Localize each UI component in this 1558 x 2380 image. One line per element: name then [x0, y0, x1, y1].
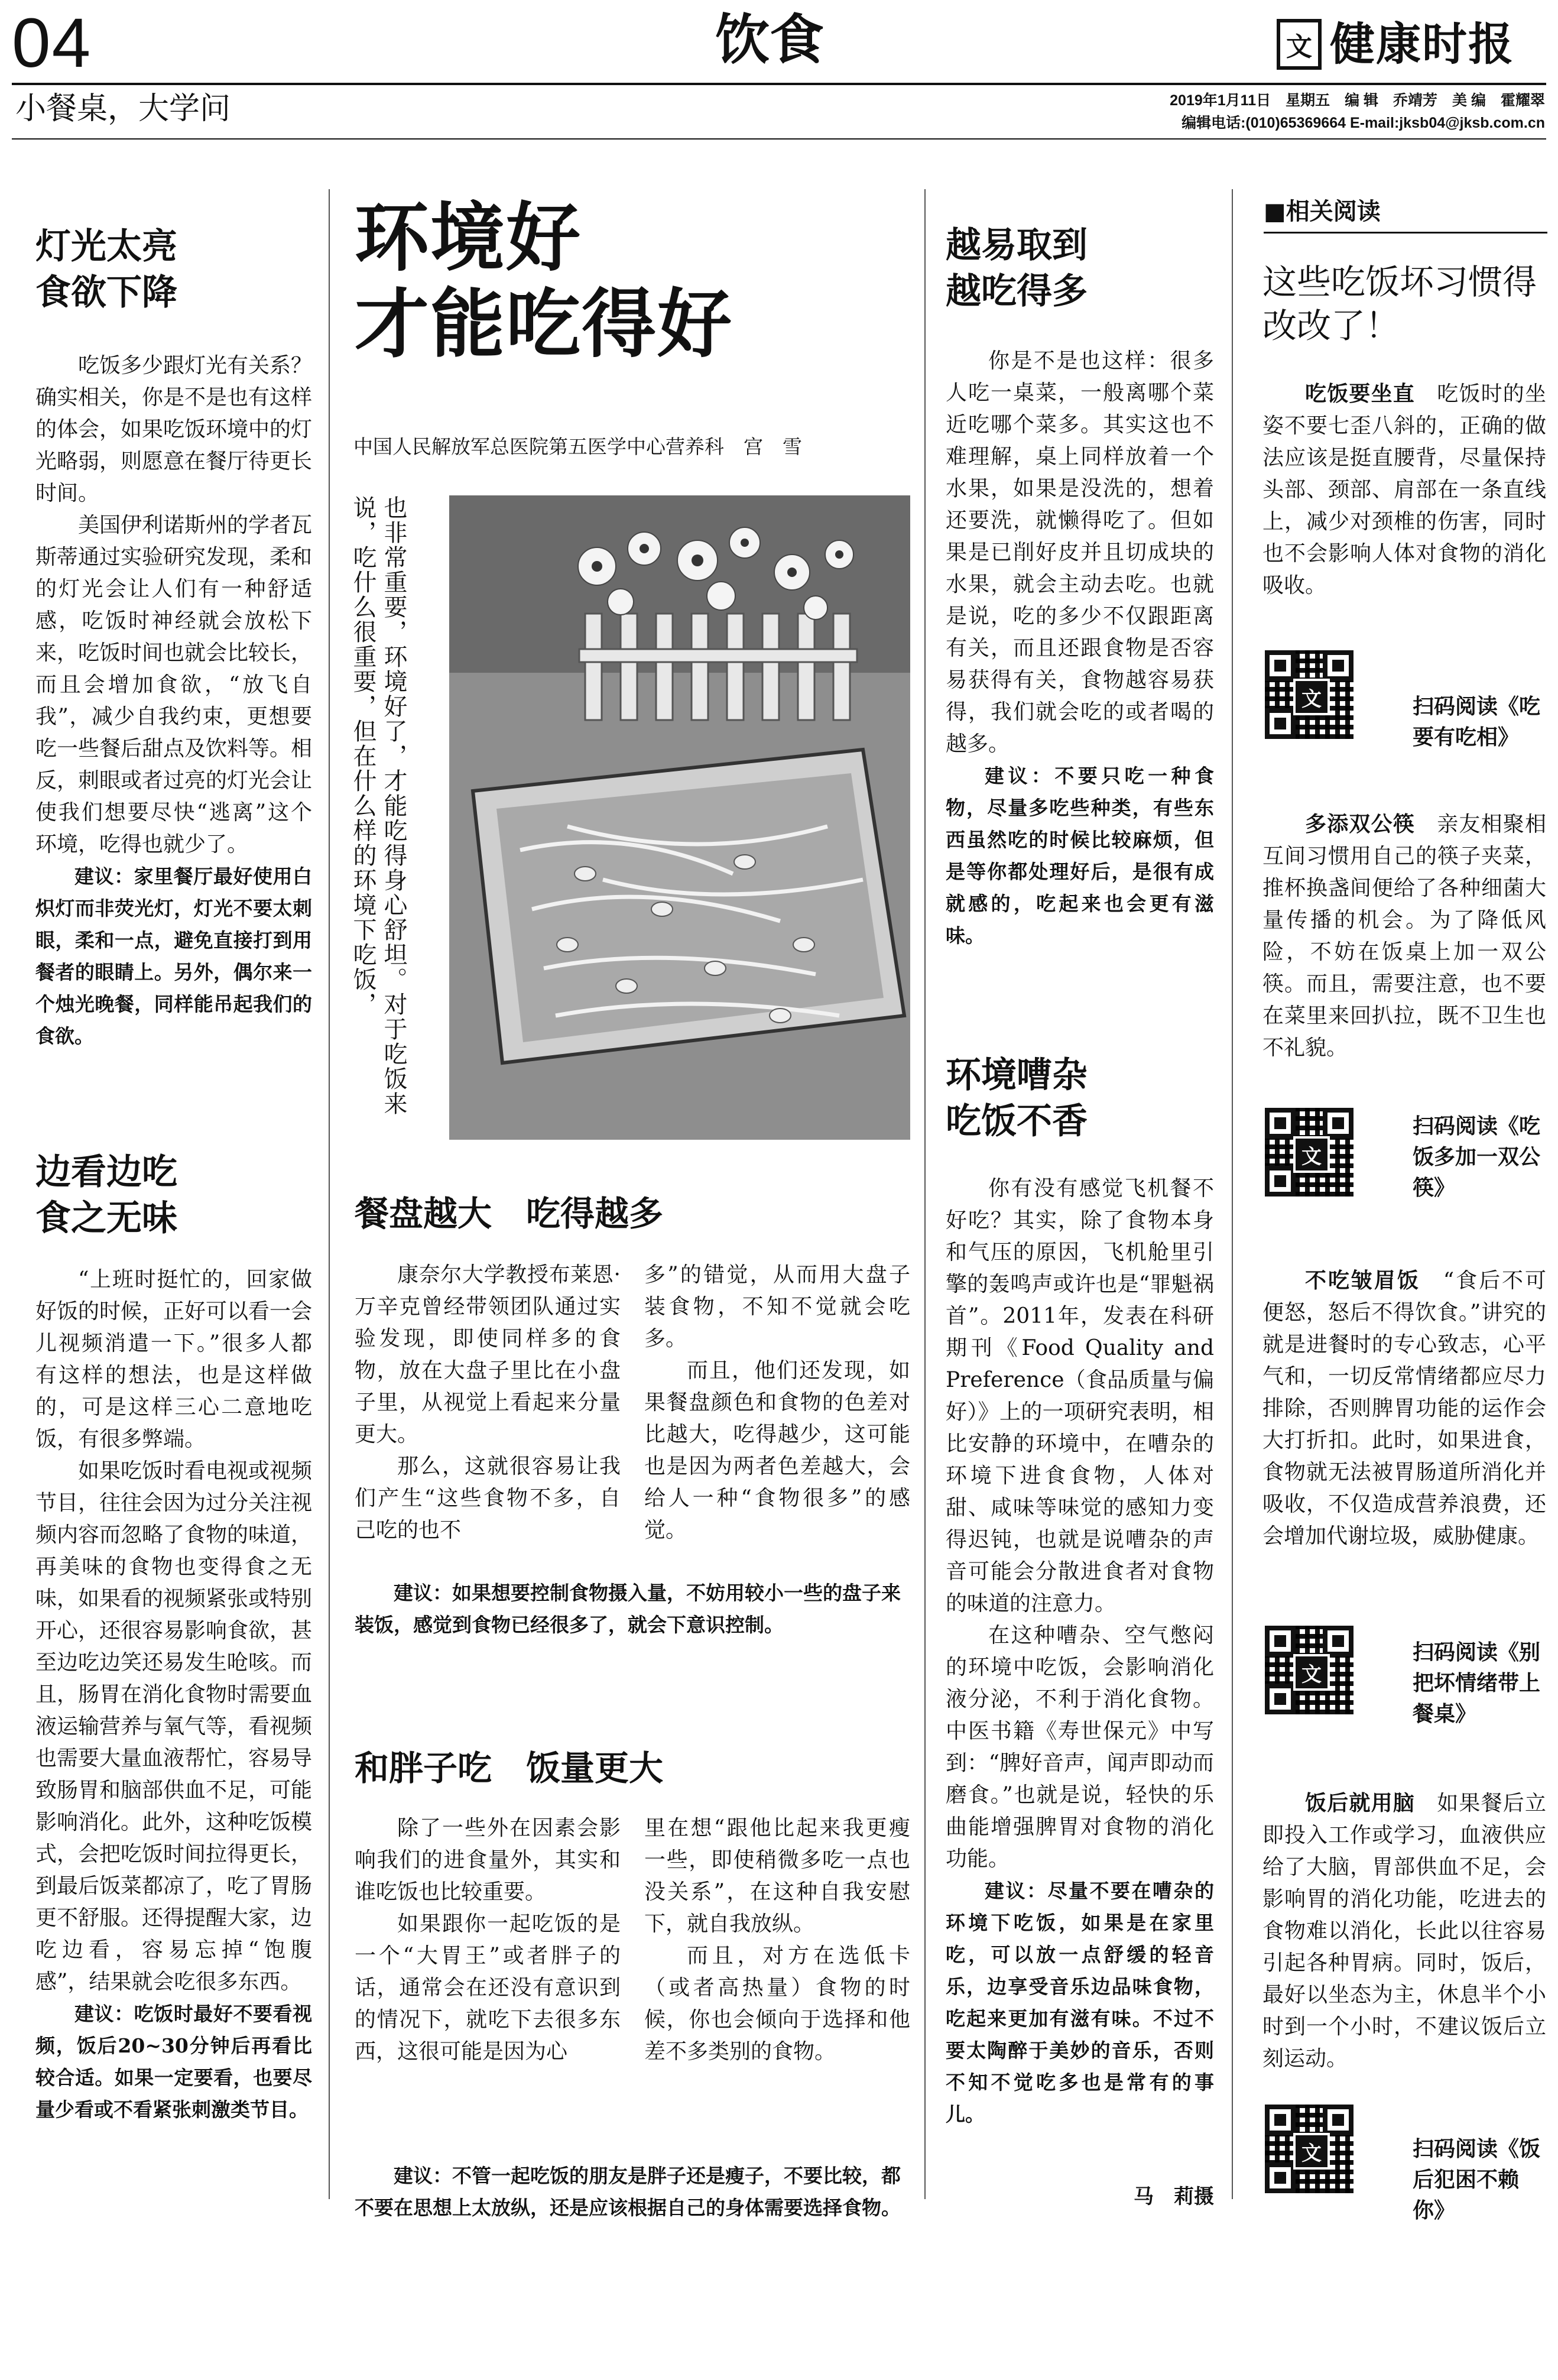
tip1-lead: 吃饭要坐直 — [1305, 382, 1415, 406]
header-rule — [12, 83, 1546, 85]
tip: 建议：家里餐厅最好使用白炽灯而非荧光灯，灯光不要太刺眼，柔和一点，避免直接打到用餐者的眼睛上。另外，偶尔来一个烛光晚餐，同样能吊起我们的食欲。 — [35, 865, 312, 1048]
paragraph: 除了一些外在因素会影响我们的进食量外，其实和谁吃饭也比较重要。 — [355, 1816, 621, 1904]
food-photo — [449, 495, 910, 1140]
section1-body — [35, 350, 312, 1052]
paragraph: 你有没有感觉飞机餐不好吃？其实，除了食物本身和气压的原因，飞机舱里引擎的轰鸣声或许也是“罪魁祸首”。2011年，发表在科研期刊《Food Quality and Preference（食品质量与偏好）》上的一项研究表明，相比安静的环境中，在嘈杂的环境下进食食物，人体对甜、咸味等味觉的感知力变得迟钝，也就是说嘈杂的声音可能会分散进食者对食物的味道的注意力。 — [946, 1176, 1214, 1616]
paragraph: 而且，他们还发现，如果餐盘颜色和食物的色差对比越大，吃得越少，这可能也是因为两者色差越大，会给人一种“食物很多”的感觉。 — [644, 1358, 910, 1542]
paragraph: 里在想“跟他比起来我更瘦一些，即使稍微多吃一点也没关系”，在这种自我安慰下，就自我放纵。 — [644, 1816, 910, 1936]
qr-logo-icon: 文 — [1293, 1654, 1330, 1691]
byline: 中国人民解放军总医院第五医学中心营养科 宫 雪 — [353, 435, 802, 458]
tip1-body: 吃饭时的坐姿不要七歪八斜的，正确的做法应该是挺直腰背，尽量保持头部、颈部、肩部在一条直线上，减少对颈椎的伤害，同时也不会影响人体对食物的消化吸收。 — [1262, 382, 1546, 598]
column-name: 小餐桌，大学问 — [15, 91, 231, 127]
logo-mark-icon: 文 — [1277, 19, 1322, 70]
related-reading-label: ■相关阅读 — [1264, 198, 1381, 225]
qr-code-4[interactable] — [1265, 2105, 1353, 2193]
food-photo-illustration — [449, 495, 910, 1140]
section4-tip: 建议：不管一起吃饭的朋友是胖子还是瘦子，不要比较，都不要在思想上太放纵，还是应该根据自己的身体需要选择食物。 — [355, 2164, 901, 2219]
paragraph: 你是不是也这样：很多人吃一桌菜，一般离哪个菜近吃哪个菜多。其实这也不难理解，桌上同样放着一个水果，如果是没洗的，想着还要洗，就懒得吃了。但如果是已削好皮并且切成块的水果，就会主动去吃。也就是说，吃的多少不仅跟距离有关，而且还跟食物是否容易获得有关，食物越容易获得，我们就会吃的或者喝的越多。 — [946, 349, 1214, 756]
tip: 建议：不要只吃一种食物，尽量多吃些种类，有些东西虽然吃的时候比较麻烦，但是等你都处理好后，是很有成就感的，吃起来也会更有滋味。 — [946, 764, 1214, 947]
section2-title-line1: 边看边吃 — [35, 1152, 177, 1193]
section2-body — [35, 1264, 312, 2126]
paragraph: 多”的错觉，从而用大盘子装食物，不知不觉就会吃多。 — [644, 1263, 910, 1351]
qr-caption-1[interactable]: 扫码阅读《吃要有吃相》 — [1413, 695, 1541, 750]
paragraph: 如果吃饭时看电视或视频节目，往往会因为过分关注视频内容而忽略了食物的味道，再美味的食物也变得食之无味，如果看的视频紧张或特别开心，还很容易影响食欲，甚至边吃边笑还易发生呛咳。而且，肠胃在消化食物时需要血液运输营养与氧气等，看视频也需要大量血液帮忙，容易导致肠胃和脑部供血不足，可能影响消化。此外，这种吃饭模式，会把吃饭时间拉得更长，到最后饭菜都凉了，吃了胃肠更不舒服。还得提醒大家，边吃边看，容易忘掉“饱腹感”，结果就会吃很多东西。 — [35, 1459, 313, 1994]
section4-body-right — [644, 1812, 910, 2068]
photo-credit: 马 莉摄 — [1134, 2185, 1214, 2209]
paragraph: 而且，对方在选低卡（或者高热量）食物的时候，你也会倾向于选择和他差不多类别的食物。 — [644, 1944, 910, 2064]
tip2-body: 亲友相聚相互间习惯用自己的筷子夹菜，推杯换盏间便给了各种细菌大量传播的机会。为了降低风险，不妨在饭桌上加一双公筷。而且，需要注意，也不要在菜里来回扒拉，既不卫生也不礼貌。 — [1262, 812, 1546, 1060]
qr-logo-icon: 文 — [1293, 2133, 1330, 2170]
main-title — [355, 195, 887, 368]
qr-caption-2[interactable]: 扫码阅读《吃饭多加一双公筷》 — [1413, 1114, 1541, 1200]
masthead-logo — [1277, 18, 1514, 71]
section4-title: 和胖子吃 饭量更大 — [355, 1748, 664, 1788]
logo-text: 健康时报 — [1330, 18, 1514, 70]
section5-title — [946, 222, 1229, 314]
section3-tip: 建议：如果想要控制食物摄入量，不妨用较小一些的盘子来装饭，感觉到食物已经很多了，就会下意识控制。 — [355, 1581, 901, 1636]
section2-title-line2: 食之无味 — [35, 1198, 177, 1239]
section1-title — [35, 223, 319, 316]
tip: 建议：尽量不要在嘈杂的环境下吃饭，如果是在家里吃，可以放一点舒缓的轻音乐，边享受音乐边品味食物，吃起来更加有滋有味。不过不要太陶醉于美妙的音乐，否则不知不觉吃多也是常有的事儿。 — [946, 1879, 1214, 2126]
qr-logo-icon: 文 — [1293, 679, 1330, 715]
section6-title-line1: 环境嘈杂 — [946, 1055, 1088, 1096]
tip4-body: 如果餐后立即投入工作或学习，血液供应给了大脑，胃部供血不足，会影响胃的消化功能，吃进去的食物难以消化，长此以往容易引起各种胃病。同时，饭后，最好以坐态为主，休息半个小时到一个小时，不建议饭后立刻运动。 — [1262, 1791, 1546, 2071]
qr-caption-3[interactable]: 扫码阅读《别把坏情绪带上餐桌》 — [1413, 1640, 1541, 1726]
section5-body — [946, 345, 1214, 952]
tip4 — [1262, 1788, 1546, 2075]
section5-title-line2: 越吃得多 — [946, 271, 1088, 312]
intro-vertical-text: 也非常重要，环境好了，才能吃得身心舒坦。对于吃饭来说，吃什么很重要，但在什么样的环境下吃饭， — [349, 495, 407, 1116]
section6-title-line2: 吃饭不香 — [946, 1101, 1088, 1142]
tip2 — [1262, 809, 1546, 1064]
column-divider — [924, 189, 926, 2199]
tip4-lead: 饭后就用脑 — [1305, 1791, 1415, 1815]
main-title-line2: 才能吃得好 — [355, 281, 733, 368]
section3-body-left — [355, 1259, 621, 1546]
section6-title — [946, 1052, 1229, 1144]
column-divider — [329, 189, 330, 2199]
main-title-line1: 环境好 — [355, 194, 582, 281]
section1-title-line2: 食欲下降 — [35, 272, 177, 313]
paragraph: 那么，这就很容易让我们产生“这些食物不多，自己吃的也不 — [355, 1454, 621, 1542]
paragraph: 如果跟你一起吃饭的是一个“大胃王”或者胖子的话，通常会在还没有意识到的情况下，就吃下去很多东西，这很可能是因为心 — [355, 1912, 621, 2064]
section4-body-left — [355, 1812, 621, 2068]
section3-body-right — [644, 1259, 910, 1546]
section1-title-line1: 灯光太亮 — [35, 226, 177, 267]
column-divider — [1232, 189, 1233, 2199]
qr-logo-icon: 文 — [1293, 1136, 1330, 1173]
qr-code-2[interactable] — [1265, 1108, 1353, 1197]
qr-code-1[interactable] — [1265, 650, 1353, 739]
paragraph: 在这种嘈杂、空气憋闷的环境中吃饭，会影响消化液分泌，不利于消化食物。中医书籍《寿世保元》中写到：“脾好音声，闻声即动而磨食。”也就是说，轻快的乐曲能增强脾胃对食物的消化功能。 — [946, 1623, 1214, 1871]
tip: 建议：吃饭时最好不要看视频，饭后20~30分钟后再看比较合适。如果一定要看，也要尽量少看或不看紧张刺激类节目。 — [35, 2002, 312, 2121]
qr-code-3[interactable] — [1265, 1626, 1353, 1714]
section3-title: 餐盘越大 吃得越多 — [355, 1194, 664, 1234]
section-title: 饮食 — [715, 8, 825, 72]
paragraph: 吃饭多少跟灯光有关系？确实相关，你是不是也有这样的体会，如果吃饭环境中的灯光略弱，则愿意在餐厅待更长时间。 — [35, 354, 313, 505]
sidebar-title: 这些吃饭坏习惯得改改了！ — [1262, 262, 1537, 346]
sidebar-rule — [1264, 232, 1547, 234]
section5-title-line1: 越易取到 — [946, 225, 1088, 266]
tip1 — [1262, 378, 1546, 602]
page-number: 04 — [12, 4, 92, 82]
contact-line: 编辑电话:(010)65369664 E-mail:jksb04@jksb.com.cn — [1182, 115, 1545, 131]
tip3 — [1262, 1265, 1546, 1552]
tip3-lead: 不吃皱眉饭 — [1305, 1269, 1420, 1293]
paragraph: 康奈尔大学教授布莱恩·万辛克曾经带领团队通过实验发现，即使同样多的食物，放在大盘子里比在小盘子里，从视觉上看起来分量更大。 — [355, 1263, 621, 1447]
paragraph: “上班时挺忙的，回家做好饭的时候，正好可以看一会儿视频消遣一下。”很多人都有这样的想法，也是这样做的，可是这样三心二意地吃饭，有很多弊端。 — [35, 1267, 313, 1451]
date-line: 2019年1月11日 星期五 编 辑 乔靖芳 美 编 霍耀翠 — [1170, 92, 1545, 109]
section2-title — [35, 1149, 319, 1241]
paragraph: 美国伊利诺斯州的学者瓦斯蒂通过实验研究发现，柔和的灯光会让人们有一种舒适感，吃饭时神经就会放松下来，吃饭时间也就会比较长，而且会增加食欲，“放飞自我”，减少自我约束，更想要吃一些餐后甜点及饮料等。相反，刺眼或者过亮的灯光会让使我们想要尽快“逃离”这个环境，吃得也就少了。 — [35, 513, 313, 857]
tip3-body: “食后不可便怒，怒后不得饮食。”讲究的就是进餐时的专心致志，心平气和，一切反常情绪都应尽力排除，否则脾胃功能的运作会大打折扣。此时，如果进食，食物就无法被胃肠道所消化并吸收，不仅造成营养浪费，还会增加代谢垃圾，威胁健康。 — [1262, 1269, 1546, 1548]
header-rule-bottom — [12, 138, 1546, 140]
qr-caption-4[interactable]: 扫码阅读《饭后犯困不赖你》 — [1413, 2137, 1541, 2223]
tip2-lead: 多添双公筷 — [1305, 812, 1415, 836]
section6-body — [946, 1173, 1214, 2131]
